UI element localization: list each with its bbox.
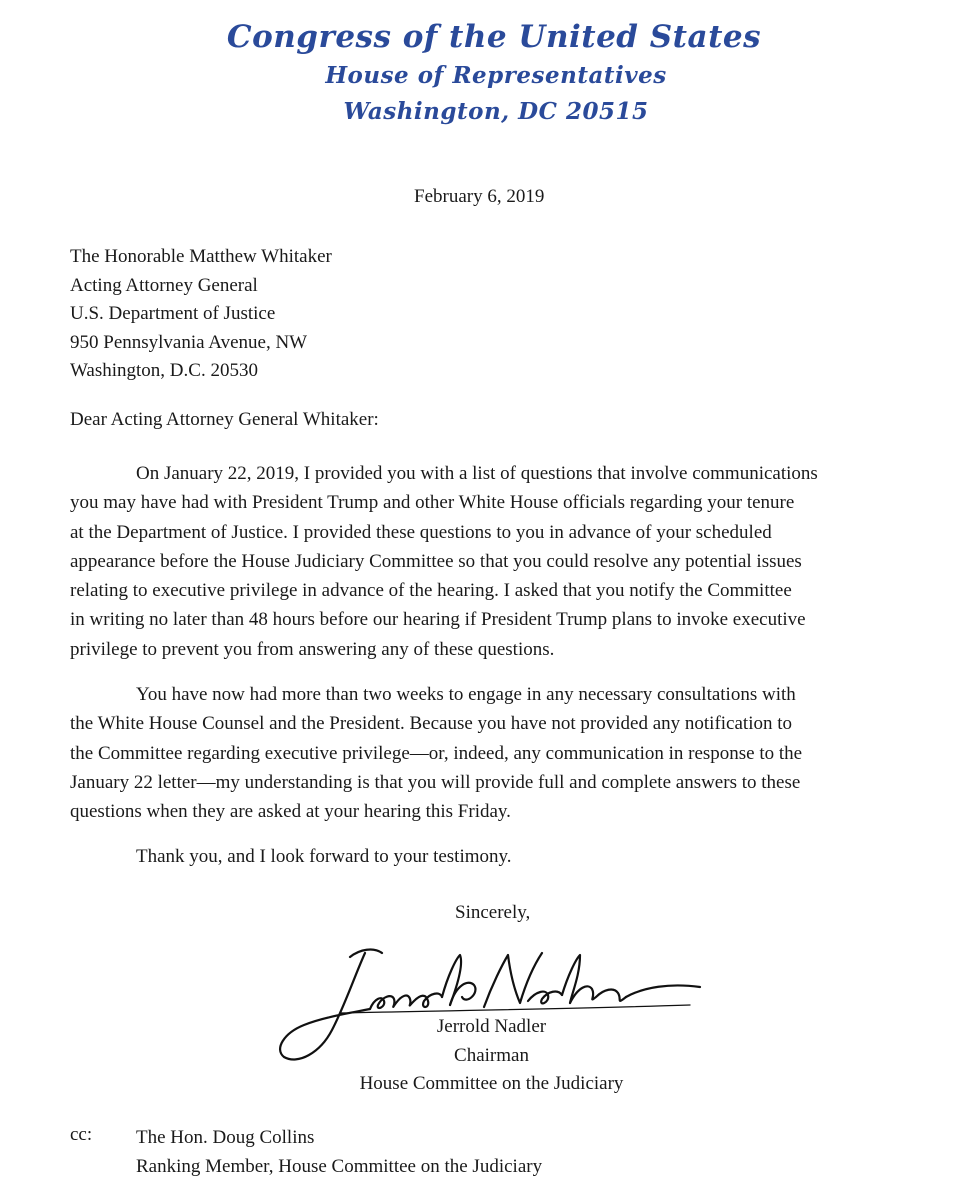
letterhead-address: Washington, DC 20515: [343, 98, 649, 125]
letterhead-house: House of Representatives: [325, 62, 667, 89]
paragraph-line: you may have had with President Trump and other White House officials regarding your tenure: [70, 492, 795, 514]
recipient-line: U.S. Department of Justice: [70, 303, 276, 324]
closing-thanks: Thank you, and I look forward to your testimony.: [136, 846, 512, 867]
paragraph-line: You have now had more than two weeks to engage in any necessary consultations with: [136, 684, 796, 705]
paragraph-line: January 22 letter—my understanding is that you will provide full and complete answers to these: [70, 771, 801, 793]
cc-line: Ranking Member, House Committee on the Judiciary: [136, 1155, 543, 1177]
recipient-line: The Honorable Matthew Whitaker: [70, 246, 332, 267]
cc-line: The Hon. Doug Collins: [136, 1127, 315, 1148]
recipient-address: [70, 243, 332, 386]
paragraph-line: appearance before the House Judiciary Committee so that you could resolve any potential issues: [70, 550, 802, 572]
paragraph-line: On January 22, 2019, I provided you with a list of questions that involve communications: [136, 463, 818, 484]
paragraph-line: questions when they are asked at your hearing this Friday.: [70, 801, 511, 823]
signature-block: [344, 1013, 639, 1099]
letterhead-congress: Congress of the United States: [226, 19, 762, 55]
cc-label: cc:: [70, 1124, 93, 1145]
body-paragraph-2: [70, 680, 930, 826]
recipient-line: Acting Attorney General: [70, 274, 258, 296]
paragraph-line: privilege to prevent you from answering any of these questions.: [70, 638, 555, 660]
letter-date: February 6, 2019: [414, 186, 545, 207]
signer-committee: House Committee on the Judiciary: [359, 1073, 624, 1094]
paragraph-line: the White House Counsel and the President. Because you have not provided any notification to: [70, 713, 793, 735]
recipient-line: Washington, D.C. 20530: [70, 360, 258, 381]
paragraph-line: in writing no later than 48 hours before our hearing if President Trump plans to invoke executive: [70, 609, 806, 631]
paragraph-line: at the Department of Justice. I provided these questions to you in advance of your scheduled: [70, 521, 772, 543]
closing-sincerely: Sincerely,: [455, 902, 531, 923]
recipient-line: 950 Pennsylvania Avenue, NW: [70, 331, 308, 353]
body-paragraph-1: [70, 459, 930, 664]
signer-title: Chairman: [454, 1044, 529, 1066]
signer-name: Jerrold Nadler: [436, 1016, 547, 1037]
paragraph-line: the Committee regarding executive privilege—or, indeed, any communication in response to the: [70, 742, 803, 764]
paragraph-line: relating to executive privilege in advance of the hearing. I asked that you notify the Committee: [70, 580, 792, 602]
salutation: Dear Acting Attorney General Whitaker:: [70, 409, 379, 430]
cc-recipients: [136, 1124, 542, 1181]
